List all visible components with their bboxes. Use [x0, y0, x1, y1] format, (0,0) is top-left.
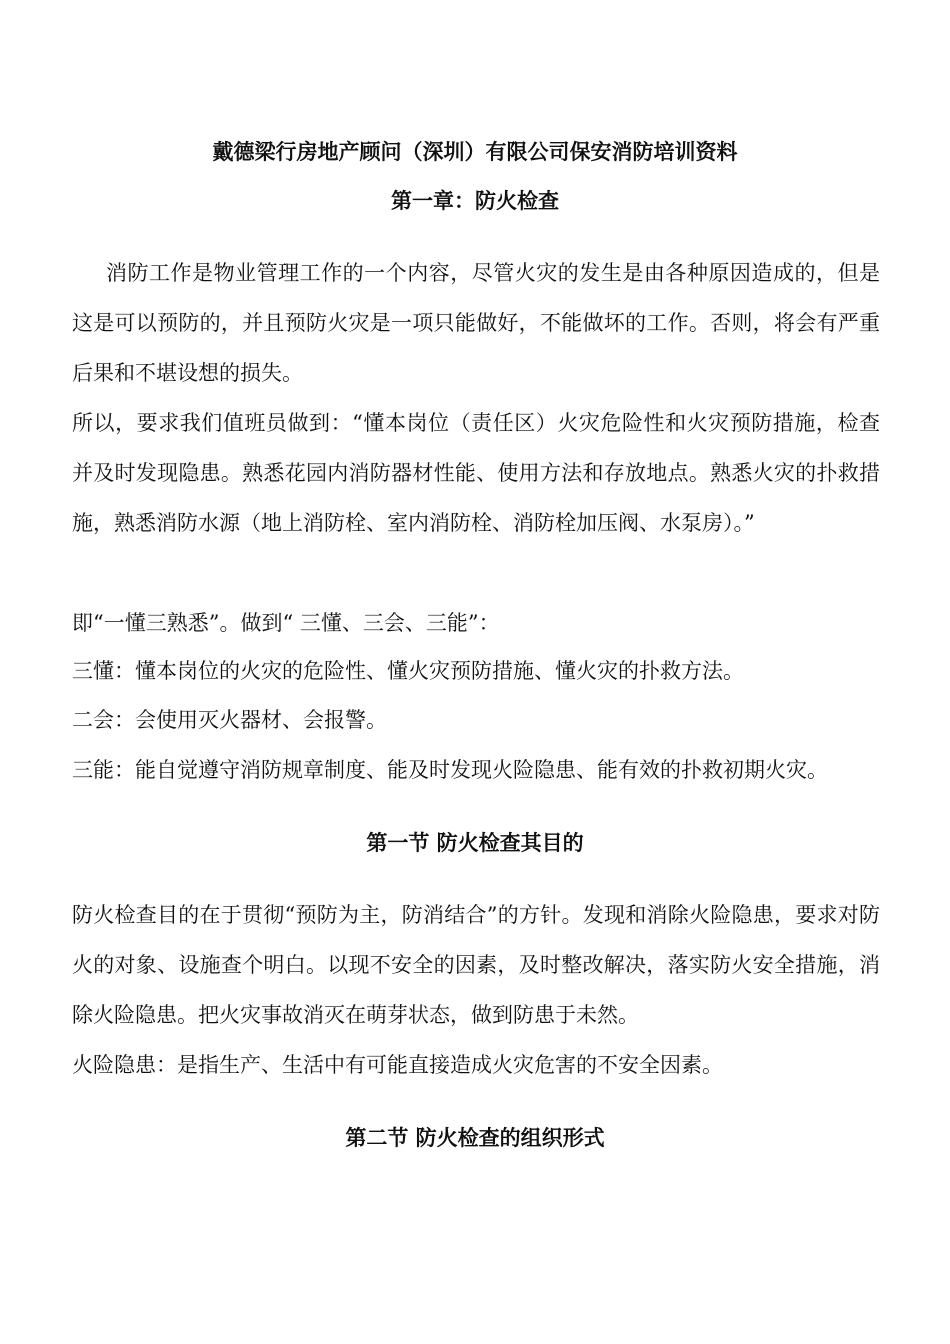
document-title: 戴德梁行房地产顾问（深圳）有限公司保安消防培训资料 [212, 139, 738, 164]
section1-title: 第一节 防火检查其目的 [366, 830, 584, 855]
two-can-line: 二会：会使用灭火器材、会报警。 [72, 708, 387, 732]
requirement-paragraph: 所以，要求我们值班员做到：“懂本岗位（责任区）火灾危险性和火灾预防措施，检查并及时发现隐患。熟悉花园内消防器材性能、使用方法和存放地点。熟悉火灾的扑救措施，熟悉消防水源（地上消防栓、室内消防栓、消防栓加压阀、水泵房）。” [72, 411, 880, 535]
section2-title: 第二节 防火检查的组织形式 [345, 1125, 605, 1150]
chapter-title: 第一章：防火检查 [391, 188, 559, 213]
intro-paragraph: 消防工作是物业管理工作的一个内容，尽管火灾的发生是由各种原因造成的，但是这是可以预防的，并且预防火灾是一项只能做好，不能做坏的工作。否则，将会有严重后果和不堪设想的损失。 [72, 261, 880, 385]
summary-line: 即“一懂三熟悉”。做到“ 三懂、三会、三能”： [72, 611, 500, 635]
hazard-definition: 火险隐患：是指生产、生活中有可能直接造成火灾危害的不安全因素。 [72, 1053, 723, 1077]
three-understand-line: 三懂：懂本岗位的火灾的危险性、懂火灾预防措施、懂火灾的扑救方法。 [72, 659, 744, 683]
section1-paragraph: 防火检查目的在于贯彻“预防为主，防消结合”的方针。发现和消除火险隐患，要求对防火的对象、设施查个明白。以现不安全的因素，及时整改解决，落实防火安全措施，消除火险隐患。把火灾事故消灭在萌芽状态，做到防患于未然。 [72, 903, 880, 1027]
three-able-line: 三能：能自觉遵守消防规章制度、能及时发现火险隐患、能有效的扑救初期火灾。 [72, 758, 828, 782]
